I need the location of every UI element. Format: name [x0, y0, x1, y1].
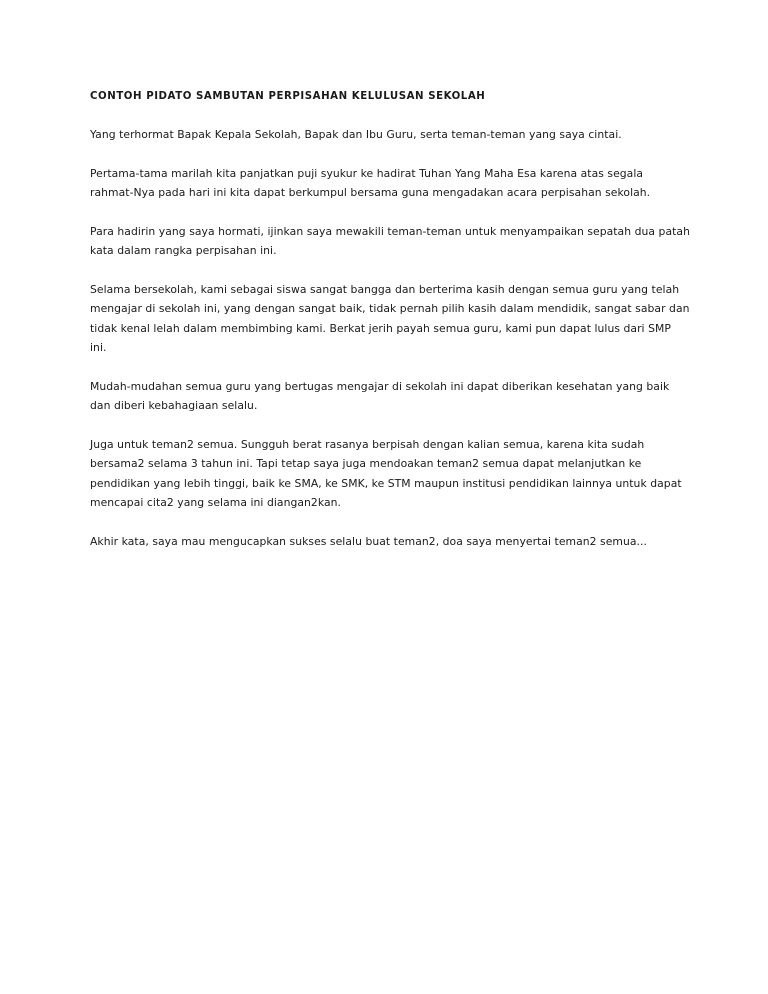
paragraph-wishes-teachers: Mudah-mudahan semua guru yang bertugas mengajar di sekolah ini dapat diberikan kesehatan yang baik dan diberi kebahagiaan selalu. [90, 379, 670, 412]
paragraph-friends: Juga untuk teman2 semua. Sungguh berat rasanya berpisah dengan kalian semua, karena kita sudah bersama2 selama 3 tahun ini. Tapi tetap saya juga mendoakan teman2 semua dapat melanjutkan ke pendidikan yang lebih tinggi, baik ke SMA, ke SMK, ke STM maupun institusi pendidikan lainnya untuk dapat mencapai cita2 yang selama ini diangan2kan. [90, 437, 682, 509]
paragraph-gratitude: Pertama-tama marilah kita panjatkan puji syukur ke hadirat Tuhan Yang Maha Esa karena atas segala rahmat-Nya pada hari ini kita dapat berkumpul bersama guna mengadakan acara perpisahan sekolah. [90, 166, 651, 199]
paragraph-thanks-teachers: Selama bersekolah, kami sebagai siswa sangat bangga dan berterima kasih dengan semua guru yang telah mengajar di sekolah ini, yang dengan sangat baik, tidak pernah pilih kasih dalam mendidik, sangat sabar dan tidak kenal lelah dalam membimbing kami. Berkat jerih payah semua guru, kami pun dapat lulus dari SMP ini. [90, 282, 690, 354]
document-body [90, 89, 690, 570]
paragraph-introduction: Para hadirin yang saya hormati, ijinkan saya mewakili teman-teman untuk menyampaikan sepatah dua patah kata dalam rangka perpisahan ini. [90, 224, 690, 257]
document-title: CONTOH PIDATO SAMBUTAN PERPISAHAN KELULUSAN SEKOLAH [90, 91, 486, 102]
paragraph-closing: Akhir kata, saya mau mengucapkan sukses selalu buat teman2, doa saya menyertai teman2 semua... [90, 534, 647, 548]
paragraph-greeting: Yang terhormat Bapak Kepala Sekolah, Bapak dan Ibu Guru, serta teman-teman yang saya cintai. [90, 128, 622, 141]
